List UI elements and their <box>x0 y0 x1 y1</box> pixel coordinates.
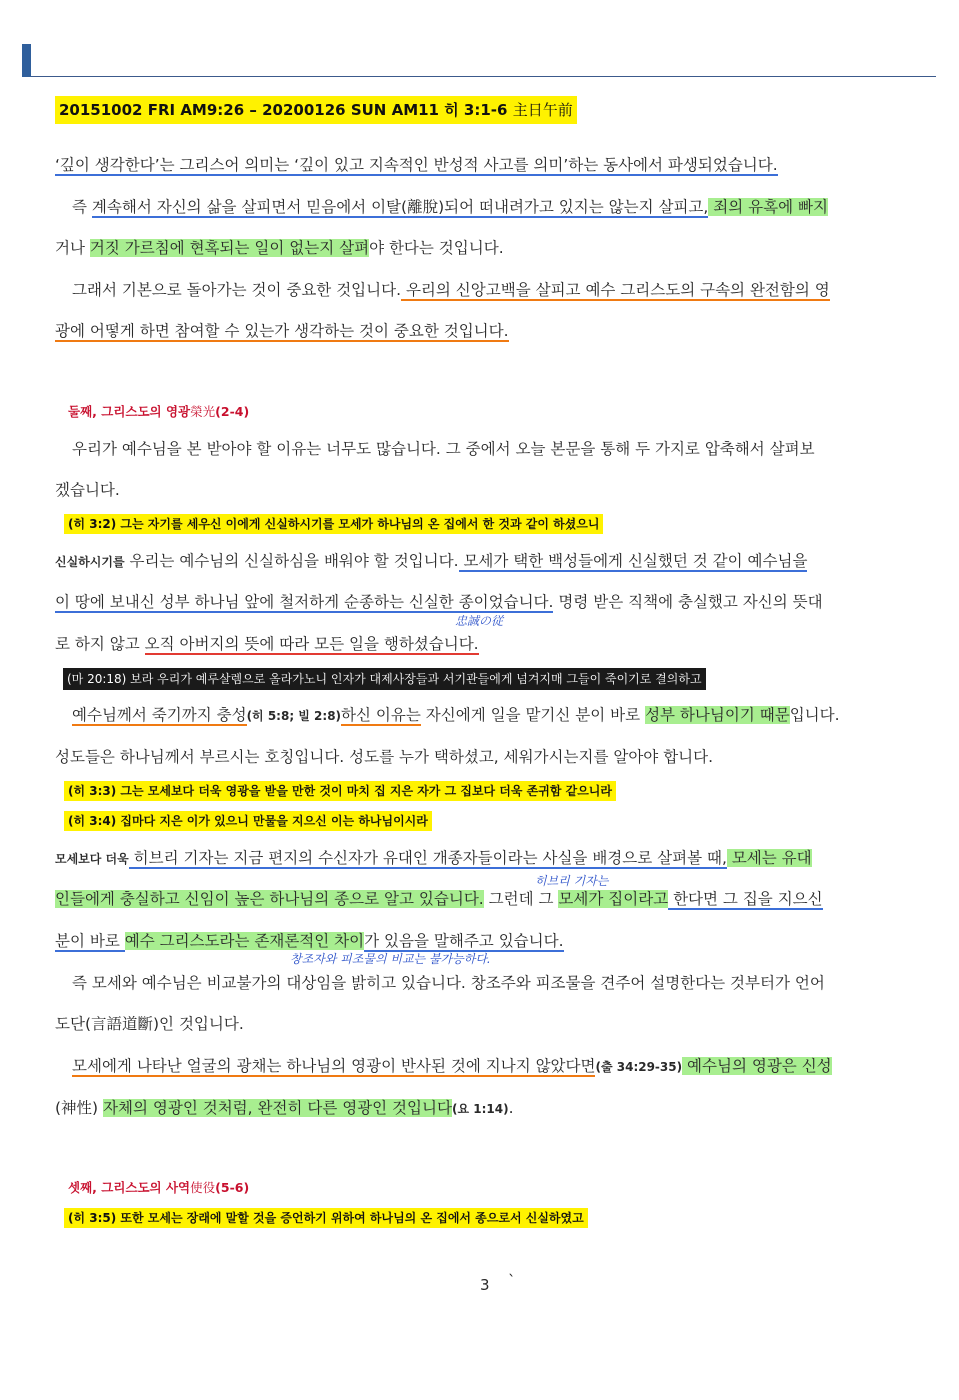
scripture-ref: (요 1:14) <box>451 1102 509 1116</box>
intro-text-highlighted: 거짓 가르침에 현혹되는 일이 없는지 살펴 <box>89 239 370 257</box>
glory-line-2 <box>55 1097 514 1120</box>
body-text-highlighted: 예수 그리스도라는 존재론적인 차이 <box>124 932 365 950</box>
verse-matt-20-18: (마 20:18) 보라 우리가 예루살렘으로 올라가노니 인자가 대제사장들과 서기관들에게 넘겨지매 그들이 죽이기로 결의하고 <box>63 668 706 690</box>
body-text: 성도들은 하나님께서 부르시는 호칭입니다. 성도를 누가 택하셨고, 세워가시는지를 알아야 합니다. <box>55 748 714 766</box>
body-text: 즉 모세와 예수님은 비교불가의 대상임을 밝히고 있습니다. 창조주와 피조물을 견주어 설명한다는 것부터가 언어 <box>72 974 825 992</box>
page-header-bar <box>22 44 936 77</box>
body-text: 명령 받은 직책에 충실했고 자신의 뜻대 <box>553 593 823 611</box>
death-line <box>72 704 840 727</box>
faith-line-1 <box>55 550 807 573</box>
faith-line-2 <box>55 591 823 613</box>
scripture-ref: (히 5:8; 빌 2:8) <box>246 709 342 723</box>
body-text: . <box>508 1099 514 1117</box>
body-text-underlined: 모세에게 나타난 얼굴의 광채는 하나님의 영광이 반사된 것에 지나지 않았다면 <box>72 1057 596 1075</box>
intro-text-underlined: 우리의 신앙고백을 살피고 예수 그리스도의 구속의 완전함의 영 <box>401 281 830 299</box>
body-text-highlighted: 인들에게 충실하고 신임이 높은 하나님의 종으로 알고 있습니다. <box>55 890 484 908</box>
body-text-highlighted: 예수님의 영광은 신성 <box>682 1057 832 1075</box>
verse-heb-3-3: (히 3:3) 그는 모세보다 더욱 영광을 받을 만한 것이 마치 집 지은 자가 그 집보다 더욱 존귀함 같으니라 <box>64 781 616 801</box>
body-text-highlighted: 자체의 영광인 것처럼, 완전히 다른 영광인 것입니다 <box>103 1099 452 1117</box>
body-text-underlined: 하신 이유는 <box>341 706 421 724</box>
verse-heb-3-4: (히 3:4) 집마다 지은 이가 있으니 만물을 지으신 이는 하나님이시라 <box>64 811 432 831</box>
intro-text-highlighted: 죄의 유혹에 빠지 <box>708 198 828 216</box>
intro-line-5 <box>55 320 509 342</box>
intro-line-4 <box>72 279 830 301</box>
body-text: 우리가 예수님을 본 받아야 할 이유는 너무도 많습니다. 그 중에서 오늘 본문을 통해 두 가지로 압축해서 살펴보 <box>72 440 815 458</box>
verse-heb-3-2: (히 3:2) 그는 자기를 세우신 이에게 신실하시기를 모세가 하나님의 온 집에서 한 것과 같이 하셨으니 <box>64 514 603 534</box>
s2-para-line-1 <box>72 438 815 460</box>
body-text-underlined: 히브리 기자는 지금 편지의 수신자가 유대인 개종자들이라는 사실을 배경으로 살펴볼 때, <box>128 849 727 867</box>
body-text: 도단(言語道斷)인 것입니다. <box>55 1015 244 1033</box>
compare-line-1 <box>72 972 825 994</box>
intro-line-3 <box>55 237 504 259</box>
paragraph-lead: 모세보다 더욱 <box>55 852 129 866</box>
body-text-highlighted: 성부 하나님이기 때문 <box>645 706 790 724</box>
date-kanji: 主日午前 <box>512 101 573 119</box>
body-text-underlined: 오직 아버지의 뜻에 따라 모든 일을 행하셨습니다. <box>144 635 479 653</box>
intro-text: 그래서 기본으로 돌아가는 것이 중요한 것입니다. <box>72 281 402 299</box>
handwritten-note-creator: 창조자와 피조물의 비교는 불가능하다. <box>290 952 491 966</box>
scripture-ref: (출 34:29-35) <box>595 1060 683 1074</box>
more-line-3 <box>55 930 564 952</box>
body-text-underlined: 이 땅에 보내신 성부 하나님 앞에 철저하게 순종하는 신실한 종이었습니다. <box>55 593 554 611</box>
intro-text-underlined: 계속해서 자신의 삶을 살피면서 믿음에서 이탈(離脫)되어 떠내려가고 있지는 않는지 살피고, <box>91 198 709 216</box>
body-text-underlined: 분이 바로 <box>55 932 125 950</box>
body-text: 로 하지 않고 <box>55 635 145 653</box>
date-line: 20151002 FRI AM9:26 – 20200126 SUN AM11 히 3:1-6 <box>59 101 508 119</box>
body-text: 자신에게 일을 맡기신 분이 바로 <box>420 706 646 724</box>
section-2-heading <box>68 402 249 420</box>
section-title: 둘째, 그리스도의 영광 <box>68 404 191 419</box>
intro-line-1 <box>55 154 778 176</box>
more-line-1 <box>55 847 812 870</box>
intro-line-2 <box>72 196 828 218</box>
body-text: 입니다. <box>789 706 840 724</box>
handwritten-note-faithful: 忠誠の従 <box>455 614 504 628</box>
header-accent-block <box>22 44 31 77</box>
body-text: 우리는 예수님의 신실하심을 배워야 할 것입니다. <box>124 552 459 570</box>
intro-text: ‘깊이 생각한다’는 그리스어 의미는 ‘깊이 있고 지속적인 반성적 사고를 의미’하는 동사에서 파생되었습니다. <box>55 156 778 174</box>
body-text-underlined: 예수님께서 죽기까지 충성 <box>72 706 247 724</box>
sermon-date-header <box>55 96 577 124</box>
body-text-underlined: 가 있음을 말해주고 있습니다. <box>364 932 564 950</box>
intro-text: 거나 <box>55 239 90 257</box>
verse-heb-3-5: (히 3:5) 또한 모세는 장래에 말할 것을 증언하기 위하여 하나님의 온 집에서 종으로서 신실하였고 <box>64 1208 588 1228</box>
body-text-underlined: 한다면 그 집을 지으신 <box>668 890 823 908</box>
body-text: 겠습니다. <box>55 481 120 499</box>
body-text: 그런데 그 <box>483 890 559 908</box>
section-title: 셋째, 그리스도의 사역 <box>68 1180 191 1195</box>
handwritten-note-writer: 히브리 기자는 <box>535 874 609 888</box>
body-text: (神性) <box>55 1099 104 1117</box>
more-line-2 <box>55 888 823 910</box>
section-title-kanji: 榮光 <box>190 404 216 419</box>
paragraph-lead: 신실하시기를 <box>55 555 125 569</box>
section-title-kanji: 使役 <box>190 1180 216 1195</box>
intro-text: 야 한다는 것입니다. <box>369 239 504 257</box>
page-number: 3 <box>480 1276 490 1294</box>
body-text-highlighted: 모세가 집이라고 <box>558 890 669 908</box>
intro-text-underlined: 광에 어떻게 하면 참여할 수 있는가 생각하는 것이 중요한 것입니다. <box>55 322 509 340</box>
body-text-underlined: 모세가 택한 백성들에게 신실했던 것 같이 예수님을 <box>458 552 808 570</box>
pen-mark: ` <box>508 1272 516 1290</box>
compare-line-2 <box>55 1013 244 1035</box>
section-title-ref: (2-4) <box>215 404 250 419</box>
saints-line <box>55 746 713 768</box>
section-3-heading <box>68 1178 249 1196</box>
intro-text: 즉 <box>72 198 92 216</box>
body-text-highlighted: 모세는 유대 <box>726 849 812 867</box>
s2-para-line-2 <box>55 479 120 501</box>
faith-line-3 <box>55 633 479 655</box>
section-title-ref: (5-6) <box>215 1180 250 1195</box>
glory-line-1 <box>72 1055 832 1078</box>
